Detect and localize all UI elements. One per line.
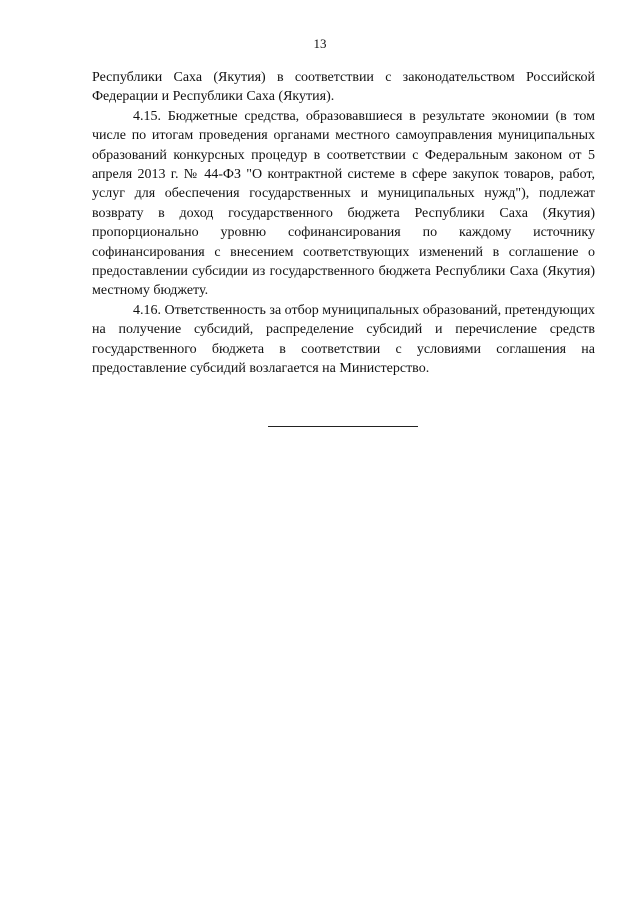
paragraph-text: Ответственность за отбор муниципальных образований, претендующих на получение субсидий, распределение субсидий и перечисление средств государственного бюджета в соответствии с условиями соглашения на предоставление субсидий возлагается на Министерство. (92, 302, 595, 377)
paragraph-4-16 (92, 301, 595, 379)
paragraph-continuation (92, 68, 595, 107)
paragraph-4-15 (92, 107, 595, 301)
paragraph-text: Бюджетные средства, образовавшиеся в результате экономии (в том числе по итогам проведения органами местного самоуправления муниципальных образований конкурсных процедур в соответствии с Федеральным законом от 5 апреля 2013 г. № 44-ФЗ "О контрактной системе в сфере закупок товаров, работ, услуг для обеспечения государственных и муниципальных нужд"), подлежат возврату в доход государственного бюджета Республики Саха (Якутия) пропорционально уровню софинансирования по каждому источнику софинансирования с внесением соответствующих изменений в соглашение о предоставлении субсидии из государственного бюджета Республики Саха (Якутия) местному бюджету. (92, 108, 596, 299)
document-body (92, 68, 595, 379)
page-number: 13 (313, 36, 327, 51)
paragraph-number: 4.15. (133, 108, 161, 124)
end-of-document-rule (268, 426, 418, 427)
paragraph-text: Республики Саха (Якутия) в соответствии с законодательством Российской Федерации и Республики Саха (Якутия). (92, 70, 595, 105)
paragraph-number: 4.16. (133, 302, 161, 318)
